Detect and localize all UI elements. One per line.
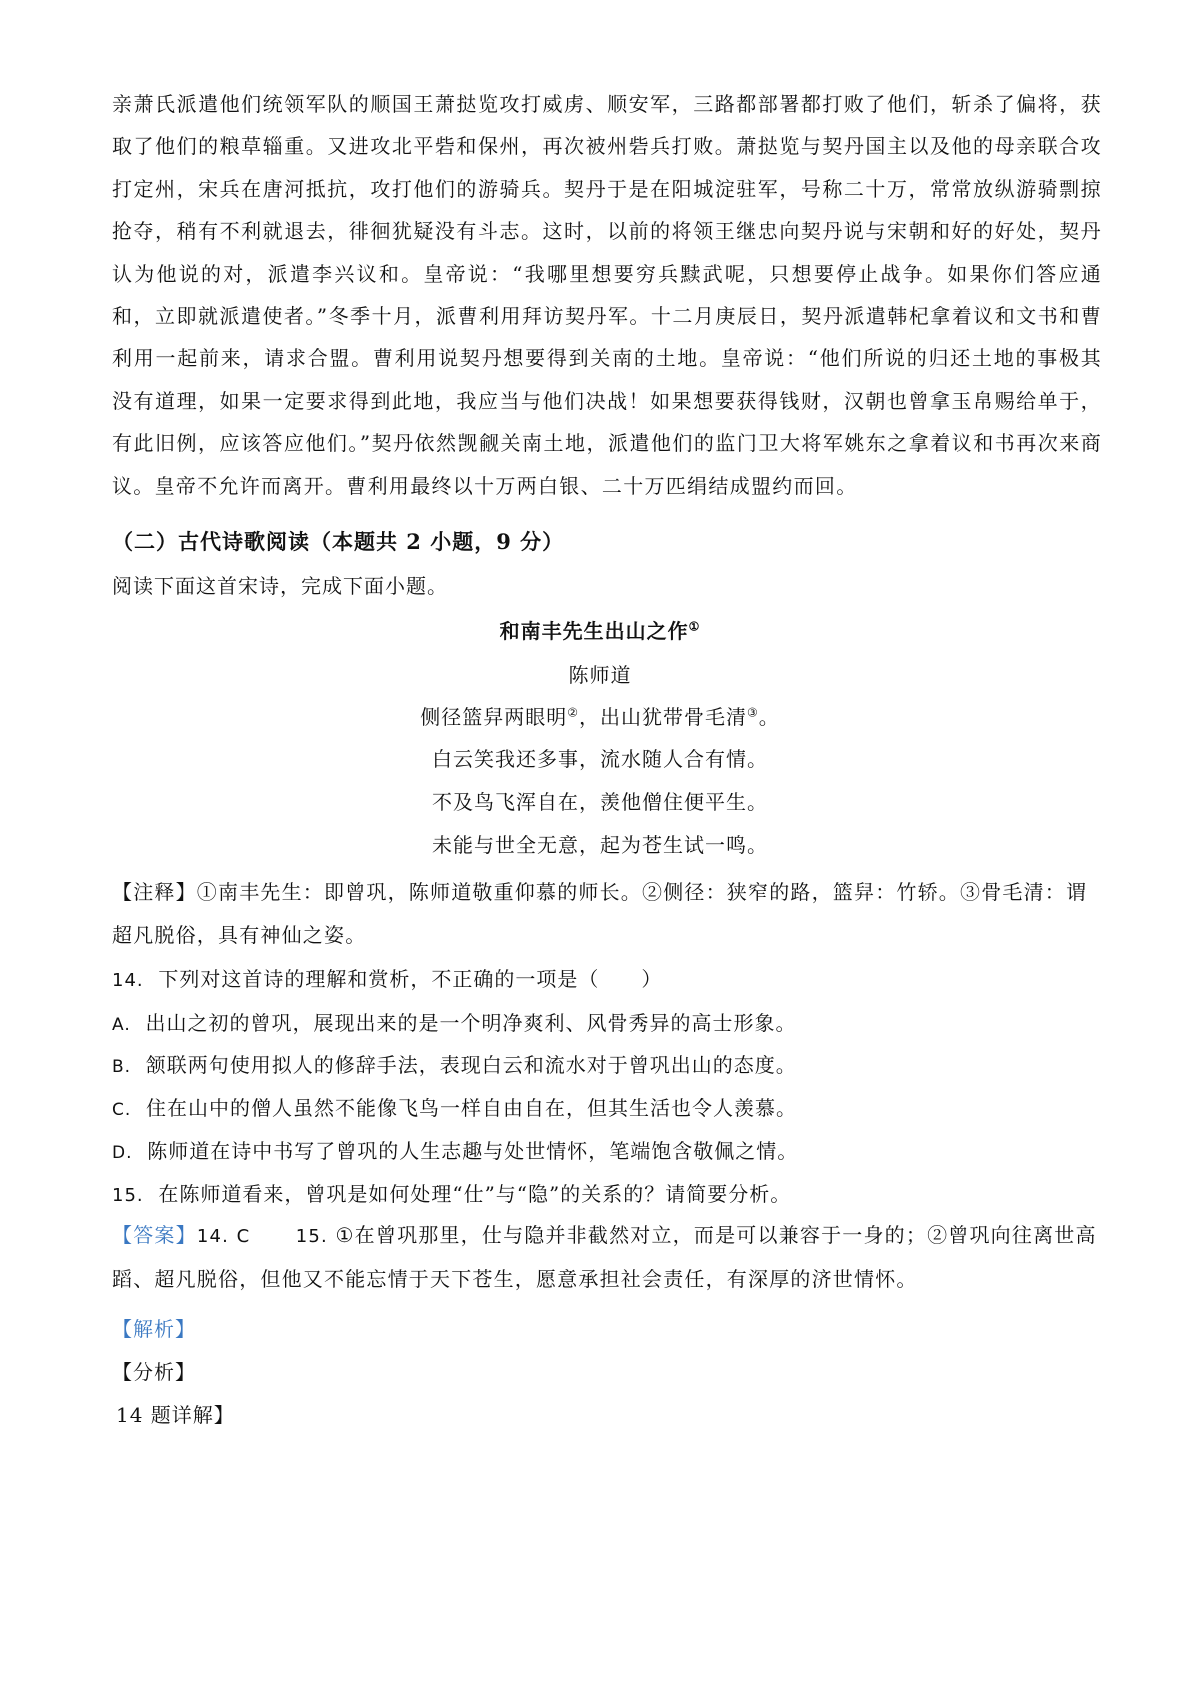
question-14-option-c (112, 1093, 1102, 1125)
answer-tag: 【答案】 (112, 1223, 197, 1247)
passage-paragraph: 亲萧氏派遣他们统领军队的顺国王萧挞览攻打威虏、顺安军，三路都部署都打败了他们，斩杀了偏将，获取了他们的粮草辎重。又进攻北平砦和保州，再次被州砦兵打败。萧挞览与契丹国主以及他的母亲联合攻打定州，宋兵在唐河抵抗，攻打他们的游骑兵。契丹于是在阳城淀驻军，号称二十万，常常放纵游骑剽掠抢夺，稍有不利就退去，徘徊犹疑没有斗志。这时，以前的将领王继忠向契丹说与宋朝和好的好处，契丹认为他说的对，派遣李兴议和。皇帝说：“我哪里想要穷兵黩武呢，只想要停止战争。如果你们答应通和，立即就派遣使者。”冬季十月，派曹利用拜访契丹军。十二月庚辰日，契丹派遣韩杞拿着议和文书和曹利用一起前来，请求合盟。曹利用说契丹想要得到关南的土地。皇帝说：“他们所说的归还土地的事极其没有道理，如果一定要求得到此地，我应当与他们决战！如果想要获得钱财，汉朝也曾拿玉帛赐给单于，有此旧例，应该答应他们。”契丹依然觊觎关南土地，派遣他们的监门卫大将军姚东之拿着议和书再次来商议。皇帝不允许而离开。曹利用最终以十万两白银、二十万匹绢结成盟约而回。 (112, 92, 1102, 498)
poem-line-4: 未能与世全无意，起为苍生试一鸣。 (432, 833, 768, 857)
question-14-option-b (112, 1050, 1102, 1082)
poem-line-1-footnote-mark-b: ③ (747, 705, 759, 720)
answer-15-number: 15. (295, 1226, 328, 1247)
answer-14-choice: C (236, 1226, 251, 1247)
poem-line-1-part-b: ，出山犹带骨毛清 (579, 705, 747, 729)
question-14-option-a (112, 1008, 1102, 1040)
question-14-text: 下列对这首诗的理解和赏析，不正确的一项是（ ） (158, 967, 663, 991)
option-a-label: A. (112, 1015, 131, 1035)
poem-line-1-footnote-mark-a: ② (567, 705, 579, 720)
section-heading: （二）古代诗歌阅读（本题共 2 小题，9 分） (112, 529, 565, 554)
option-d-text: 陈师道在诗中书写了曾巩的人生志趣与处世情怀，笔端饱含敬佩之情。 (147, 1139, 799, 1163)
answer-paragraph (112, 1214, 1102, 1301)
poem-line-2: 白云笑我还多事，流水随人合有情。 (432, 747, 768, 771)
answer-14-number: 14. (196, 1226, 230, 1247)
poem-line-1-part-a: 侧径篮舁两眼明 (420, 705, 568, 729)
question-14-number: 14. (112, 970, 144, 991)
poem-line-3: 不及鸟飞浑自在，羡他僧住便平生。 (432, 790, 768, 814)
question-15-stem (112, 1179, 1102, 1211)
question-14-detail-heading: 14 题详解】 (116, 1403, 235, 1427)
option-d-label: D. (112, 1143, 133, 1163)
analysis-tag: 【解析】 (112, 1317, 196, 1341)
option-b-text: 颔联两句使用拟人的修辞手法，表现白云和流水对于曾巩出山的态度。 (145, 1053, 797, 1077)
question-14-stem (112, 964, 1102, 996)
option-b-label: B. (112, 1057, 132, 1077)
poem-line-1 (0, 702, 1200, 732)
option-c-text: 住在山中的僧人虽然不能像飞鸟一样自由自在，但其生活也令人羡慕。 (146, 1096, 797, 1120)
answer-15-text: ①在曾巩那里，仕与隐并非截然对立，而是可以兼容于一身的；②曾巩向往离世高蹈、超凡脱俗，但他又不能忘情于天下苍生，愿意承担社会责任，有深厚的济世情怀。 (112, 1223, 1097, 1291)
question-14-option-d (112, 1136, 1102, 1168)
option-a-text: 出山之初的曾巩，展现出来的是一个明净爽利、风骨秀异的高士形象。 (145, 1011, 797, 1035)
poem-title-footnote-mark: ① (688, 619, 701, 634)
poem-line-1-part-c: 。 (758, 705, 780, 729)
option-c-label: C. (112, 1100, 132, 1120)
poem-title-text: 和南丰先生出山之作 (499, 619, 689, 643)
poem-author: 陈师道 (568, 663, 632, 687)
analysis-subtag: 【分析】 (112, 1360, 196, 1384)
poem-title (0, 616, 1200, 646)
question-15-text: 在陈师道看来，曾巩是如何处理“仕”与“隐”的关系的？请简要分析。 (158, 1182, 792, 1206)
section-instruction: 阅读下面这首宋诗，完成下面小题。 (112, 574, 448, 598)
notes-paragraph: 【注释】①南丰先生：即曾巩，陈师道敬重仰慕的师长。②侧径：狭窄的路，篮舁：竹轿。③骨毛清：谓超凡脱俗，具有神仙之姿。 (112, 880, 1088, 947)
question-15-number: 15. (112, 1185, 144, 1206)
